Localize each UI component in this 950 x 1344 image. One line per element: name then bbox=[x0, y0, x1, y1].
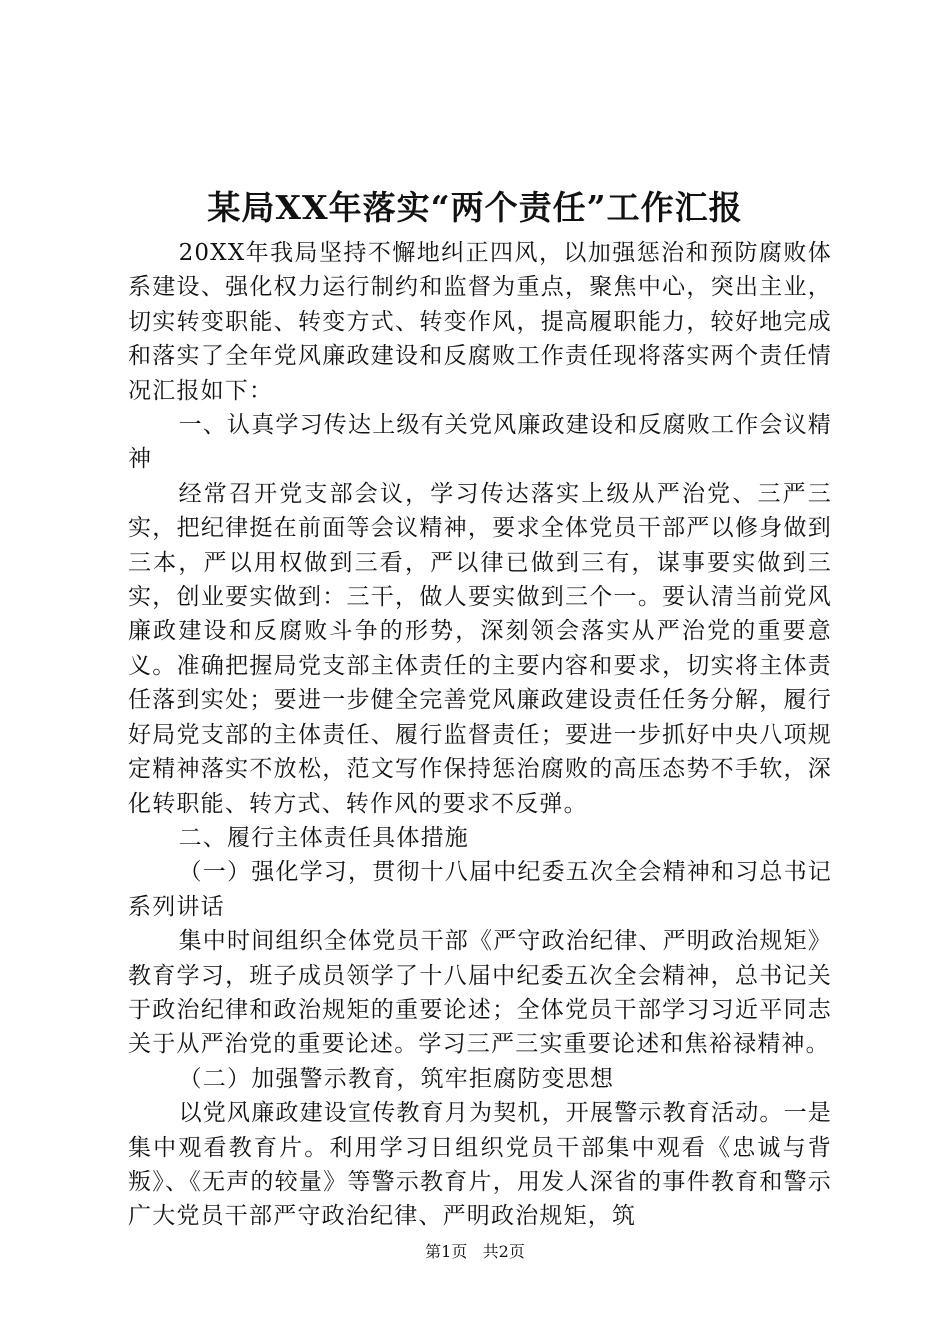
document-title: 某局XX年落实“两个责任”工作汇报 bbox=[207, 188, 743, 227]
paragraph-subsection-1: 集中时间组织全体党员干部《严守政治纪律、严明政治规矩》教育学习，班子成员领学了十八届中纪委五次全会精神，总书记关于政治纪律和政治规矩的重要论述；全体党员干部学习习近平同志关于从严治党的重要论述。学习三严三实重要论述和焦裕禄精神。 bbox=[128, 928, 832, 1058]
page-number: 第1页 bbox=[425, 1242, 468, 1261]
subsection-heading-2: （二）加强警示教育，筑牢拒腐防变思想 bbox=[178, 1065, 615, 1092]
page-total: 共2页 bbox=[482, 1242, 525, 1261]
paragraph-intro: 20XX年我局坚持不懈地纠正四风，以加强惩治和预防腐败体系建设、强化权力运行制约和监督为重点，聚焦中心，突出主业，切实转变职能、转变方式、转变作风，提高履职能力，较好地完成和落实了全年党风廉政建设和反腐败工作责任现将落实两个责任情况汇报如下： bbox=[128, 240, 832, 404]
paragraph-subsection-2: 以党风廉政建设宣传教育月为契机，开展警示教育活动。一是集中观看教育片。利用学习日组织党员干部集中观看《忠诚与背叛》、《无声的较量》等警示教育片，用发人深省的事件教育和警示广大党员干部严守政治纪律、严明政治规矩，筑 bbox=[128, 1100, 832, 1230]
paragraph-section-1: 经常召开党支部会议，学习传达落实上级从严治党、三严三实，把纪律挺在前面等会议精神，要求全体党员干部严以修身做到三本，严以用权做到三看，严以律已做到三有，谋事要实做到三实，创业要实做到：三干，做人要实做到三个一。要认清当前党风廉政建设和反腐败斗争的形势，深刻领会落实从严治党的重要意义。准确把握局党支部主体责任的主要内容和要求，切实将主体责任落到实处；要进一步健全完善党风廉政建设责任任务分解，履行好局党支部的主体责任、履行监督责任；要进一步抓好中央八项规定精神落实不放松，范文写作保持惩治腐败的高压态势不手软，深化转职能、转方式、转作风的要求不反弹。 bbox=[128, 480, 832, 817]
page-separator bbox=[472, 1242, 477, 1261]
document-body bbox=[128, 236, 832, 1234]
page-footer bbox=[0, 1240, 950, 1264]
section-heading-1: 一、认真学习传达上级有关党风廉政建设和反腐败工作会议精神 bbox=[128, 412, 832, 473]
subsection-heading-1: （一）强化学习，贯彻十八届中纪委五次全会精神和习总书记系列讲话 bbox=[128, 859, 832, 920]
section-heading-2: 二、履行主体责任具体措施 bbox=[178, 824, 469, 851]
